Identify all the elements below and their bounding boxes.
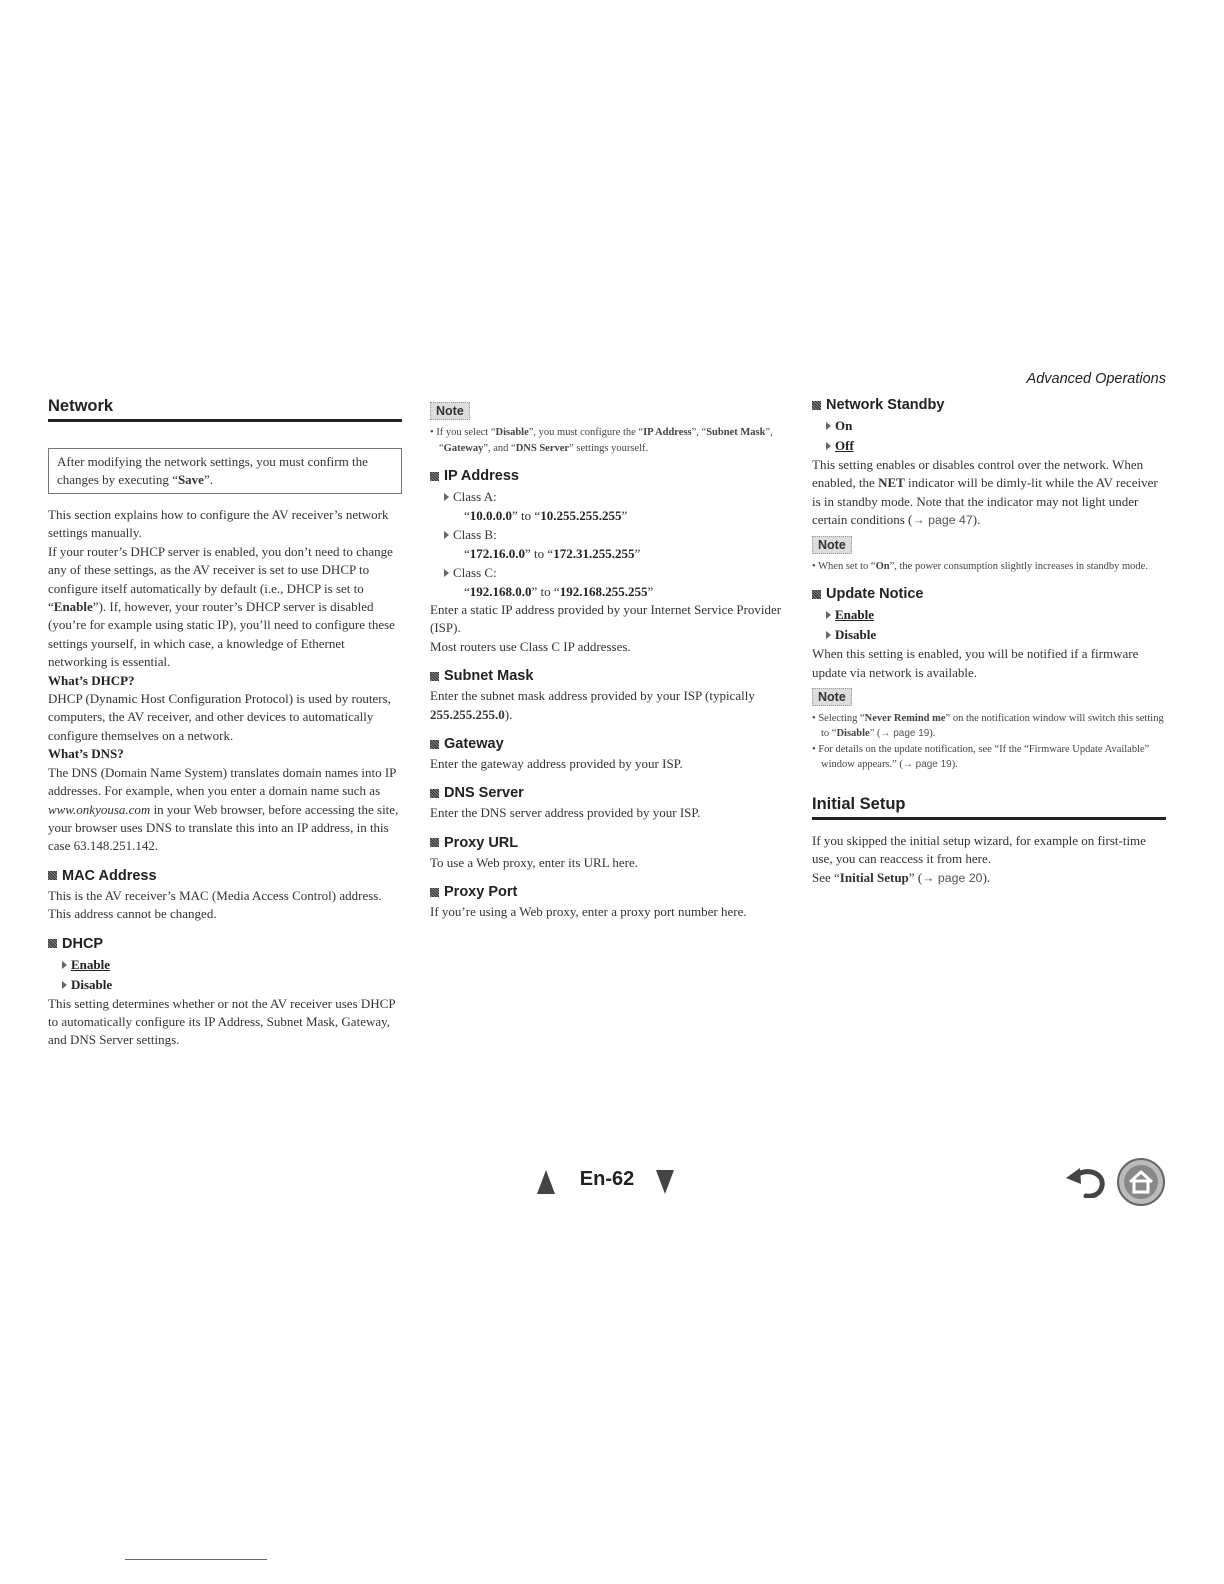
note-bold: Disable [495,427,529,438]
dns-server-text: Enter the DNS server address provided by your ISP. [430,805,701,821]
box-text-end: ”. [203,472,213,487]
class-a-range [464,506,782,525]
note-list [430,425,782,456]
quote: ” [621,508,628,523]
triangle-right-icon [444,531,449,539]
section-title-initial-setup: Initial Setup [812,795,1166,820]
subnet-text-1: Enter the subnet mask address provided by your ISP (typically [430,688,755,704]
note-list [812,711,1166,773]
quote: “ [464,508,470,523]
home-icon[interactable] [1116,1157,1166,1207]
range-to-word: ” to “ [525,546,554,561]
note-bold: DNS Server [515,442,570,454]
class-label-text: Class B: [453,527,497,542]
range-to: 10.255.255.255 [540,508,622,523]
note-bold: Never Remind me [864,712,946,724]
standby-text-3: ). [972,512,981,528]
class-b-label [444,525,782,544]
note-text: For details on the update notification, see “If the “Firmware Update Available” window appears.” ( [818,743,1150,771]
subnet-text-2: ). [504,706,513,722]
quote: ” [634,546,641,561]
save-label: Save [177,472,204,487]
triangle-right-icon [62,981,67,989]
standby-text [812,456,1166,530]
note-item: • Selecting “Never Remind me” on the notification window will switch this setting to “Disable” (→ page 19). [812,712,1164,740]
proxy-url-title [430,835,782,851]
box-text: After modifying the network settings, you must confirm the changes by executing “ [57,454,368,487]
page-19-link[interactable]: → page 19 [902,759,952,771]
note-text: ”, and “ [483,442,516,454]
page-number: En-62 [579,1168,635,1190]
option-label: Enable [835,607,875,623]
update-option-disable [826,625,1166,645]
note-text: ”, the power consumption slightly increases in standby mode. [889,560,1148,572]
note-text: Selecting “ [818,712,865,724]
option-label: On [835,418,853,433]
option-label: Disable [835,627,877,643]
dhcp-text-2: ”). If, however, your router’s DHCP server is disabled (you’re for example using static IP), you’ll need to configure these settings yourself, in which case, a knowledge of Ethernet networking is essential. [48,599,395,670]
note-text: ”, “ [439,427,773,454]
option-label: Off [835,438,854,453]
note-text: When set to “ [818,560,876,572]
note-bold: Disable [836,728,870,740]
triangle-right-icon [62,961,67,969]
range-from: 172.16.0.0 [469,546,526,561]
whats-dhcp-text: DHCP (Dynamic Host Configuration Protocol) is used by routers, computers, the AV receiver, and other devices to automatically configure themselves on a network. [48,691,391,743]
triangle-right-icon [444,569,449,577]
proxy-port-title-text: Proxy Port [444,884,518,901]
column-left [48,397,402,1050]
dhcp-paragraph [48,543,402,672]
column-middle [430,397,782,922]
subnet-mask-title [430,668,782,684]
note-text: ). [929,728,936,740]
note-item: • If you select “Disable”, you must configure the “IP Address”, “Subnet Mask”, “Gateway”, and “DNS Server” settings yourself. [430,427,773,454]
page-header: Advanced Operations [1026,371,1166,387]
square-bullet-icon [430,672,439,681]
page-19-link[interactable]: → page 19 [880,728,930,740]
dhcp-option-disable [62,975,402,995]
note-text: ”, “ [691,427,707,438]
triangle-right-icon [826,442,831,450]
class-label-text: Class C: [453,565,497,580]
quote: “ [464,584,470,599]
see-text-2: ” ( [908,869,923,885]
option-label: Disable [71,976,113,992]
note-list [812,559,1166,575]
note-bold: Gateway [443,442,484,454]
ip-address-title [430,468,782,484]
update-title-text: Update Notice [826,586,924,603]
network-standby-title [812,397,1166,413]
range-from: 10.0.0.0 [469,508,513,523]
dhcp-text: This setting determines whether or not the AV receiver uses DHCP to automatically configure its IP Address, Subnet Mask, Gateway, and DNS Server settings. [48,995,396,1048]
range-from: 192.168.0.0 [469,584,532,599]
bottom-rule [125,1559,267,1560]
square-bullet-icon [430,888,439,897]
note-text: ). [951,759,958,771]
square-bullet-icon [430,789,439,798]
range-to: 172.31.255.255 [553,546,635,561]
proxy-url-title-text: Proxy URL [444,834,519,851]
square-bullet-icon [812,401,821,410]
section-title-network: Network [48,397,402,422]
mac-title-text: MAC Address [62,867,157,884]
square-bullet-icon [48,939,57,948]
note-text: ” on the notification window will switch this setting to “ [821,712,1164,740]
see-bold: Initial Setup [839,869,909,885]
gateway-title [430,736,782,752]
page-20-link[interactable]: → page 20 [922,870,983,885]
ip-title-text: IP Address [444,468,519,484]
option-label: Enable [71,956,111,972]
footer-nav [0,1164,1224,1204]
initial-text: If you skipped the initial setup wizard, for example on first-time use, you can reaccess it from here. [812,832,1146,867]
standby-text-1: This setting enables or disables control over the network. When enabled, the [812,457,1144,491]
square-bullet-icon [48,871,57,880]
note-item: • When set to “On”, the power consumption slightly increases in standby mode. [812,560,1148,572]
class-c-range [464,582,782,601]
note-item: • For details on the update notification, see “If the “Firmware Update Available” window appears.” (→ page 19). [812,743,1150,771]
note-bold: On [875,560,890,572]
range-to: 192.168.255.255 [559,584,648,599]
square-bullet-icon [812,590,821,599]
subnet-text [430,687,782,724]
update-text: When this setting is enabled, you will be notified if a firmware update via network is available. [812,646,1139,680]
initial-see [812,869,1166,887]
update-notice-title [812,586,1166,602]
range-to-word: ” to “ [531,584,560,599]
standby-title-text: Network Standby [826,397,945,413]
triangle-right-icon [826,422,831,430]
proxy-port-text: If you’re using a Web proxy, enter a proxy port number here. [430,904,747,920]
range-to-word: ” to “ [512,508,541,523]
standby-text-2: indicator will be dimly-lit while the AV receiver is in standby mode. Note that the indicator may not light under certain conditions ( [812,475,1158,528]
note-badge: Note [812,688,852,706]
note-text: ” ( [869,728,881,740]
network-intro: This section explains how to configure the AV receiver’s network settings manually. [48,507,389,541]
proxy-port-title [430,884,782,900]
column-right [812,397,1166,887]
update-option-enable [826,605,1166,625]
class-c-label [444,563,782,582]
dns-text-1: The DNS (Domain Name System) translates domain names into IP addresses. For example, when you enter a domain name such as [48,764,396,799]
next-page-arrow-icon[interactable] [656,1170,674,1194]
standby-option-off [826,436,1166,456]
mac-text: This is the AV receiver’s MAC (Media Access Control) address. This address cannot be changed. [48,887,382,922]
dhcp-option-enable [62,955,402,975]
dns-text-2: in your Web browser, before accessing the site, your browser uses DNS to translate this into an IP address, in this case 63.148.251.142. [48,801,399,854]
dhcp-title [48,936,402,952]
previous-page-arrow-icon[interactable] [537,1170,555,1194]
ip-text-1: Enter a static IP address provided by your Internet Service Provider (ISP). [430,602,782,636]
ip-text-2: Most routers use Class C IP addresses. [430,638,631,654]
triangle-right-icon [826,611,831,619]
dhcp-enable-bold: Enable [53,599,93,615]
see-text-1: See “ [812,869,840,885]
dhcp-title-text: DHCP [62,935,104,952]
dns-server-title-text: DNS Server [444,785,524,802]
note-text: ”, you must configure the “ [528,427,644,438]
gateway-text: Enter the gateway address provided by your ISP. [430,756,683,772]
triangle-right-icon [444,493,449,501]
confirm-box [48,448,402,494]
quote: ” [647,584,654,599]
net-bold: NET [878,475,905,491]
page-47-link[interactable]: → page 47 [912,513,973,528]
whats-dns-heading: What’s DNS? [48,746,124,762]
back-icon[interactable] [1064,1166,1108,1198]
dns-url: www.onkyousa.com [48,801,151,817]
note-bold: IP Address [643,427,692,438]
square-bullet-icon [430,838,439,847]
square-bullet-icon [430,740,439,749]
class-a-label [444,487,782,506]
standby-option-on [826,416,1166,436]
note-bold: Subnet Mask [706,427,766,438]
note-badge: Note [430,402,470,420]
see-text-3: ). [982,869,991,885]
subnet-value: 255.255.255.0 [430,706,505,722]
mac-address-title [48,868,402,884]
class-b-range [464,544,782,563]
gateway-title-text: Gateway [444,736,504,753]
proxy-url-text: To use a Web proxy, enter its URL here. [430,854,639,870]
subnet-title-text: Subnet Mask [444,668,534,685]
quote: “ [464,546,470,561]
square-bullet-icon [430,472,439,481]
dhcp-text-1: If your router’s DHCP server is enabled, you don’t need to change any of these settings, as the AV receiver is set to use DHCP to configure itself automatically by default (i.e., DHCP is set to “ [48,543,393,615]
whats-dhcp-heading: What’s DHCP? [48,672,135,688]
note-text: If you select “ [436,427,496,438]
class-label-text: Class A: [453,489,497,504]
note-text: ” settings yourself. [569,442,649,454]
triangle-right-icon [826,631,831,639]
dns-paragraph [48,764,402,856]
note-badge: Note [812,536,852,554]
dns-server-title [430,785,782,801]
